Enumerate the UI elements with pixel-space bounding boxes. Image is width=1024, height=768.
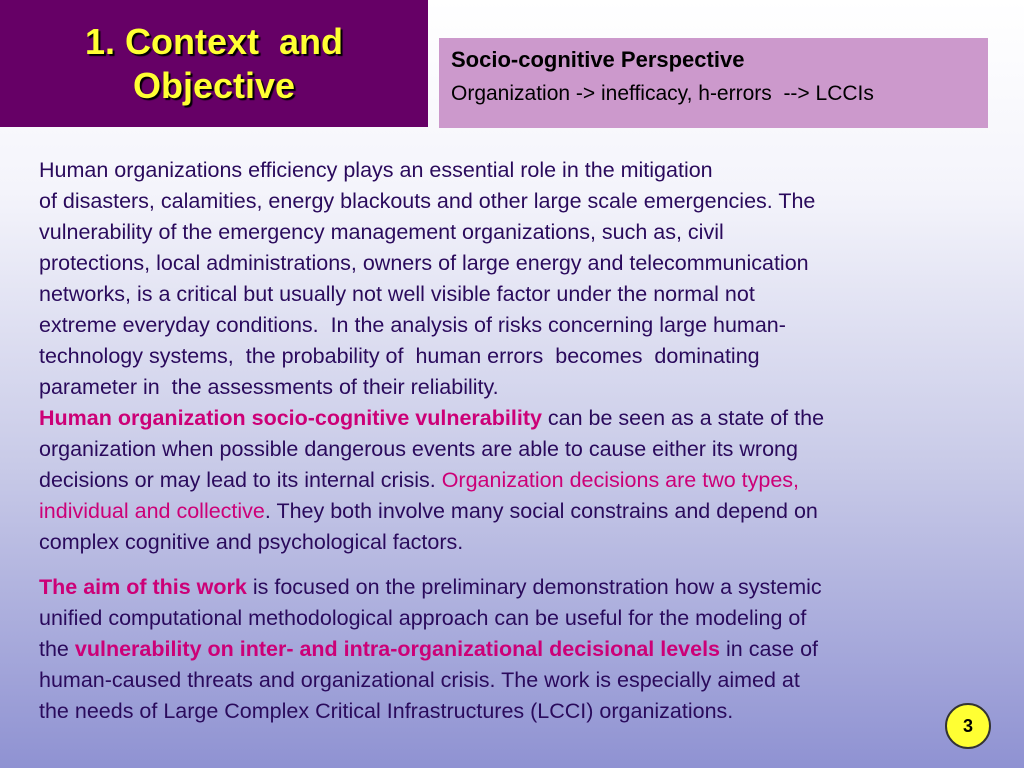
text-line: of disasters, calamities, energy blackouts and other large scale emergencies. The xyxy=(39,189,816,213)
perspective-subheading: Organization -> inefficacy, h-errors --> LCCIs xyxy=(451,82,874,105)
text-line xyxy=(39,634,989,665)
highlight-term: Human organization socio-cognitive vulnerability xyxy=(39,406,542,430)
text-line: Human organizations efficiency plays an essential role in the mitigation xyxy=(39,158,713,182)
context-paragraph xyxy=(39,155,989,403)
text-line: organization when possible dangerous events are able to cause either its wrong xyxy=(39,437,798,461)
text-line xyxy=(39,465,989,496)
text-segment: can be seen as a state of the xyxy=(541,406,825,430)
slide-title-line-1: 1. Context and xyxy=(84,20,344,62)
text-line: the needs of Large Complex Critical Infrastructures (LCCI) organizations. xyxy=(39,699,734,723)
text-line: unified computational methodological approach can be useful for the modeling of xyxy=(39,606,807,630)
text-line: networks, is a critical but usually not well visible factor under the normal not xyxy=(39,282,755,306)
slide-title-line-2: Objective xyxy=(132,64,296,106)
text-line: parameter in the assessments of their reliability. xyxy=(39,375,499,399)
text-line: extreme everyday conditions. In the analysis of risks concerning large human- xyxy=(39,313,786,337)
page-number-badge xyxy=(945,703,991,749)
highlight-term: The aim of this work xyxy=(39,575,247,599)
text-segment: . They both involve many social constrains and depend on xyxy=(264,499,818,523)
text-segment: decisions or may lead to its internal crisis. xyxy=(39,468,442,492)
text-line: human-caused threats and organizational crisis. The work is especially aimed at xyxy=(39,668,800,692)
vulnerability-paragraph xyxy=(39,403,989,558)
text-line: complex cognitive and psychological factors. xyxy=(39,530,464,554)
perspective-box xyxy=(439,38,988,128)
text-line xyxy=(39,403,989,434)
perspective-heading: Socio-cognitive Perspective xyxy=(451,47,745,72)
text-line: protections, local administrations, owners of large energy and telecommunication xyxy=(39,251,809,275)
title-banner xyxy=(0,0,428,127)
text-segment: the xyxy=(39,637,75,661)
text-segment: in case of xyxy=(720,637,819,661)
text-segment: is focused on the preliminary demonstration how a systemic xyxy=(246,575,822,599)
highlight-phrase: Organization decisions are two types, xyxy=(441,468,800,492)
text-line xyxy=(39,572,989,603)
page-number: 3 xyxy=(962,715,973,736)
aim-paragraph xyxy=(39,572,989,727)
text-line xyxy=(39,496,989,527)
highlight-phrase: individual and collective xyxy=(39,499,265,523)
highlight-term: vulnerability on inter- and intra-organizational decisional levels xyxy=(74,637,721,661)
body-text xyxy=(39,155,989,727)
text-line: vulnerability of the emergency management organizations, such as, civil xyxy=(39,220,724,244)
text-line: technology systems, the probability of human errors becomes dominating xyxy=(39,344,760,368)
